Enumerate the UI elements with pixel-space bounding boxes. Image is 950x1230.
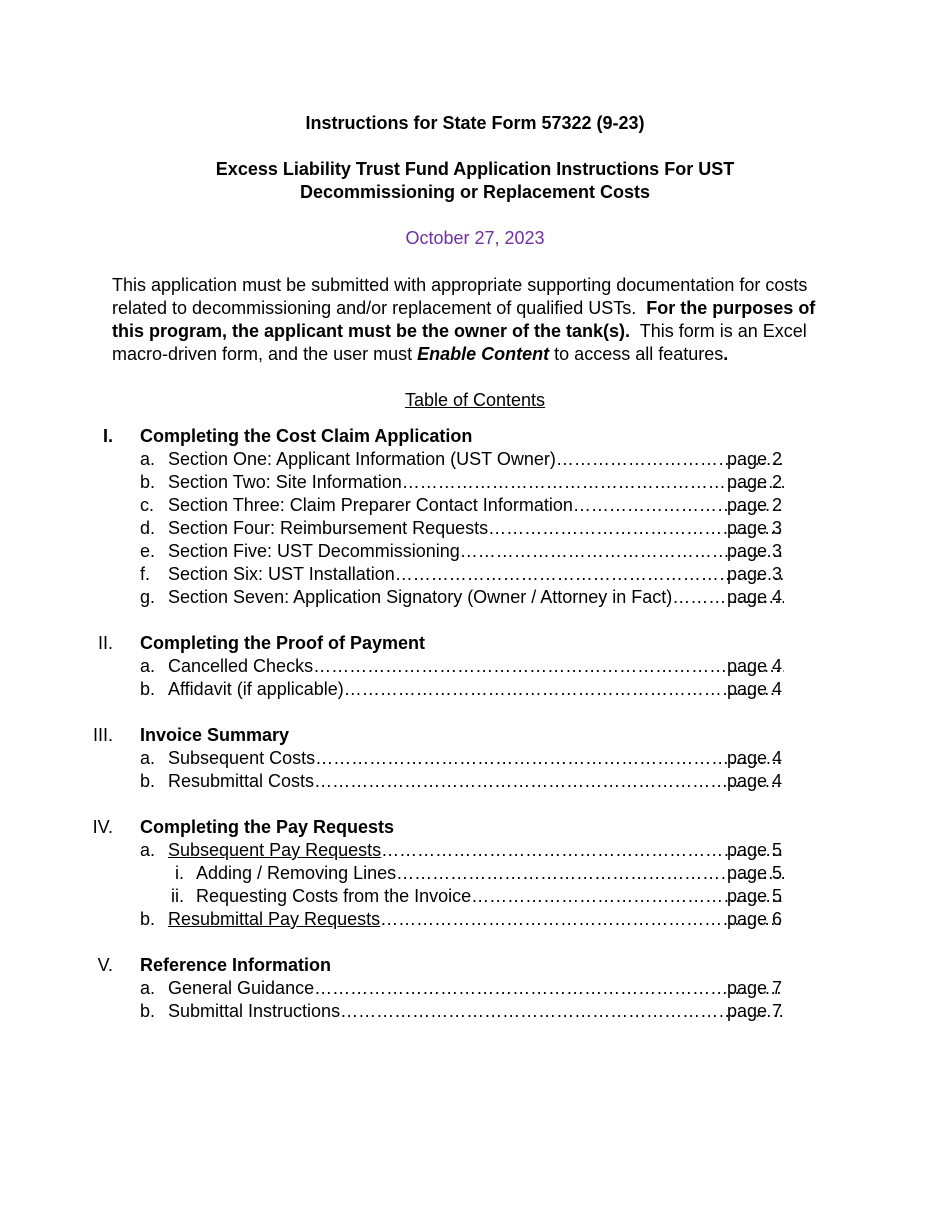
intro-enable-content: Enable Content	[417, 344, 550, 364]
toc-entry-label: General Guidance	[168, 978, 315, 998]
toc-entry-leader-dots	[381, 839, 784, 862]
toc-entry-page: page 4	[727, 656, 783, 676]
toc-entry-page: page 2	[727, 472, 783, 492]
toc-section-header	[0, 724, 950, 747]
toc-entry-letter: a.	[140, 748, 156, 768]
intro-period: .	[723, 344, 729, 364]
toc-entry-letter: g.	[140, 587, 156, 607]
toc-entry-label-wrap	[168, 471, 784, 494]
toc-entry-label: Cancelled Checks	[168, 656, 314, 676]
toc-entry-page: page 4	[727, 748, 783, 768]
toc-entry-leader-dots	[380, 908, 784, 931]
intro-owner-requirement: For the purposes of this program, the applicant must be the owner of the tank(s).	[112, 298, 816, 341]
intro-text-1: This application must be submitted with appropriate supporting documentation for costs related to decommissioning and/or replacement of qualified USTs.	[112, 275, 808, 318]
toc-entry-label-wrap	[168, 908, 784, 931]
toc-entry-letter: a.	[140, 978, 156, 998]
toc-entry-label-wrap	[196, 862, 784, 885]
toc-entry-letter: a.	[140, 449, 156, 469]
toc-entry-label-wrap	[168, 770, 784, 793]
toc-entry-page: page 4	[727, 771, 783, 791]
toc-entry-label: Section One: Applicant Information (UST Owner)	[168, 449, 556, 469]
toc-section	[0, 632, 950, 701]
toc-entry-page: page 5	[727, 863, 783, 883]
toc-entry-label-wrap	[168, 1000, 784, 1023]
toc-entry-leader-dots	[396, 862, 784, 885]
toc-entry-letter: ii.	[171, 886, 184, 906]
toc-section-title[interactable]: Reference Information	[140, 955, 332, 975]
toc-entry-label-wrap	[168, 747, 784, 770]
toc-section-title[interactable]: Completing the Cost Claim Application	[140, 426, 473, 446]
toc-section-header	[0, 632, 950, 655]
toc-entry-page: page 3	[727, 518, 783, 538]
toc-entry[interactable]	[0, 563, 950, 586]
toc-section	[0, 816, 950, 931]
toc-entry[interactable]	[0, 1000, 950, 1023]
toc-entry[interactable]	[0, 885, 950, 908]
toc-entry-label: Section Four: Reimbursement Requests	[168, 518, 489, 538]
toc-entry-label: Section Five: UST Decommissioning	[168, 541, 460, 561]
toc-entry-label-wrap	[168, 839, 784, 862]
toc-entry-letter: a.	[140, 840, 156, 860]
document-date: October 27, 2023	[405, 228, 545, 248]
toc-entry[interactable]	[0, 586, 950, 609]
toc-entry-label: Section Seven: Application Signatory (Owner / Attorney in Fact)	[168, 587, 673, 607]
toc-entry-label: Section Six: UST Installation	[168, 564, 395, 584]
toc-section-numeral: III.	[92, 725, 113, 745]
toc-entry-leader-dots	[313, 655, 784, 678]
toc-entry-page: page 4	[727, 587, 783, 607]
toc-entry-leader-dots	[315, 747, 784, 770]
toc-entry-letter: b.	[140, 771, 156, 791]
toc-entry[interactable]	[0, 540, 950, 563]
toc-entry[interactable]	[0, 908, 950, 931]
toc-section-header	[0, 425, 950, 448]
toc-entry-page: page 2	[727, 449, 783, 469]
intro-paragraph	[112, 274, 842, 366]
toc-entry-letter: b.	[140, 1001, 156, 1021]
toc-entry-letter: a.	[140, 656, 156, 676]
document-title	[0, 158, 950, 204]
toc-section-header	[0, 954, 950, 977]
toc-entry-page: page 6	[727, 909, 783, 929]
table-of-contents	[0, 425, 950, 1046]
toc-entry-leader-dots	[314, 770, 784, 793]
toc-entry-label-wrap	[168, 586, 784, 609]
toc-entry-label: Section Two: Site Information	[168, 472, 402, 492]
toc-section	[0, 954, 950, 1023]
toc-entry[interactable]	[0, 678, 950, 701]
toc-entry-page: page 3	[727, 541, 783, 561]
toc-entry[interactable]	[0, 862, 950, 885]
toc-entry-letter: b.	[140, 909, 156, 929]
toc-entry[interactable]	[0, 471, 950, 494]
toc-entry-page: page 5	[727, 886, 783, 906]
toc-entry[interactable]	[0, 747, 950, 770]
toc-entry[interactable]	[0, 517, 950, 540]
toc-section-numeral: I.	[102, 426, 113, 446]
intro-text-2: This form is an Excel macro-driven form, and the user must	[112, 321, 807, 364]
toc-entry-letter: f.	[140, 564, 151, 584]
toc-entry-label: Subsequent Pay Requests	[168, 840, 382, 860]
toc-heading	[0, 389, 950, 412]
toc-entry[interactable]	[0, 655, 950, 678]
toc-section-numeral: IV.	[92, 817, 113, 837]
toc-entry-label-wrap	[168, 448, 784, 471]
toc-entry-label: Affidavit (if applicable)	[168, 679, 344, 699]
toc-entry-letter: e.	[140, 541, 156, 561]
document-title-line-1: Excess Liability Trust Fund Application Instructions For UST	[215, 159, 735, 179]
toc-entry-page: page 3	[727, 564, 783, 584]
toc-section-header	[0, 816, 950, 839]
toc-entry-leader-dots	[344, 678, 784, 701]
toc-entry-label: Resubmittal Costs	[168, 771, 315, 791]
toc-heading-text: Table of Contents	[404, 390, 546, 410]
toc-entry-leader-dots	[314, 977, 784, 1000]
toc-section-title[interactable]: Completing the Proof of Payment	[140, 633, 426, 653]
toc-entry-label-wrap	[168, 655, 784, 678]
toc-entry-letter: b.	[140, 472, 156, 492]
toc-entry-label-wrap	[168, 517, 784, 540]
toc-entry-page: page 7	[727, 978, 783, 998]
toc-section-numeral: II.	[97, 633, 113, 653]
intro-text-3: to access all features	[554, 344, 724, 364]
toc-entry-letter: c.	[140, 495, 155, 515]
toc-entry-label-wrap	[168, 977, 784, 1000]
toc-entry-letter: i.	[175, 863, 184, 883]
toc-entry[interactable]	[0, 494, 950, 517]
toc-entry[interactable]	[0, 839, 950, 862]
toc-entry-label-wrap	[168, 540, 784, 563]
toc-entry-label-wrap	[168, 678, 784, 701]
toc-entry-leader-dots	[340, 1000, 784, 1023]
toc-entry-label-wrap	[196, 885, 784, 908]
toc-section-title[interactable]: Invoice Summary	[140, 725, 290, 745]
toc-entry-label: Section Three: Claim Preparer Contact Information	[168, 495, 573, 515]
toc-section	[0, 425, 950, 609]
toc-entry-label-wrap	[168, 563, 784, 586]
toc-entry[interactable]	[0, 770, 950, 793]
toc-section	[0, 724, 950, 793]
toc-section-title[interactable]: Completing the Pay Requests	[140, 817, 395, 837]
toc-entry-label-wrap	[168, 494, 784, 517]
toc-entry-label: Requesting Costs from the Invoice	[196, 886, 472, 906]
toc-entry-page: page 4	[727, 679, 783, 699]
toc-entry-label: Submittal Instructions	[168, 1001, 341, 1021]
form-title: Instructions for State Form 57322 (9-23)	[305, 113, 645, 133]
toc-entry-page: page 5	[727, 840, 783, 860]
toc-entry-label: Subsequent Costs	[168, 748, 316, 768]
toc-entry-leader-dots	[395, 563, 784, 586]
toc-entry-letter: d.	[140, 518, 156, 538]
toc-entry[interactable]	[0, 977, 950, 1000]
toc-entry-label: Adding / Removing Lines	[196, 863, 397, 883]
toc-section-numeral: V.	[97, 955, 113, 975]
toc-entry-page: page 2	[727, 495, 783, 515]
toc-entry-page: page 7	[727, 1001, 783, 1021]
document-title-line-2: Decommissioning or Replacement Costs	[299, 182, 651, 202]
toc-entry[interactable]	[0, 448, 950, 471]
toc-entry-letter: b.	[140, 679, 156, 699]
toc-entry-label: Resubmittal Pay Requests	[168, 909, 381, 929]
